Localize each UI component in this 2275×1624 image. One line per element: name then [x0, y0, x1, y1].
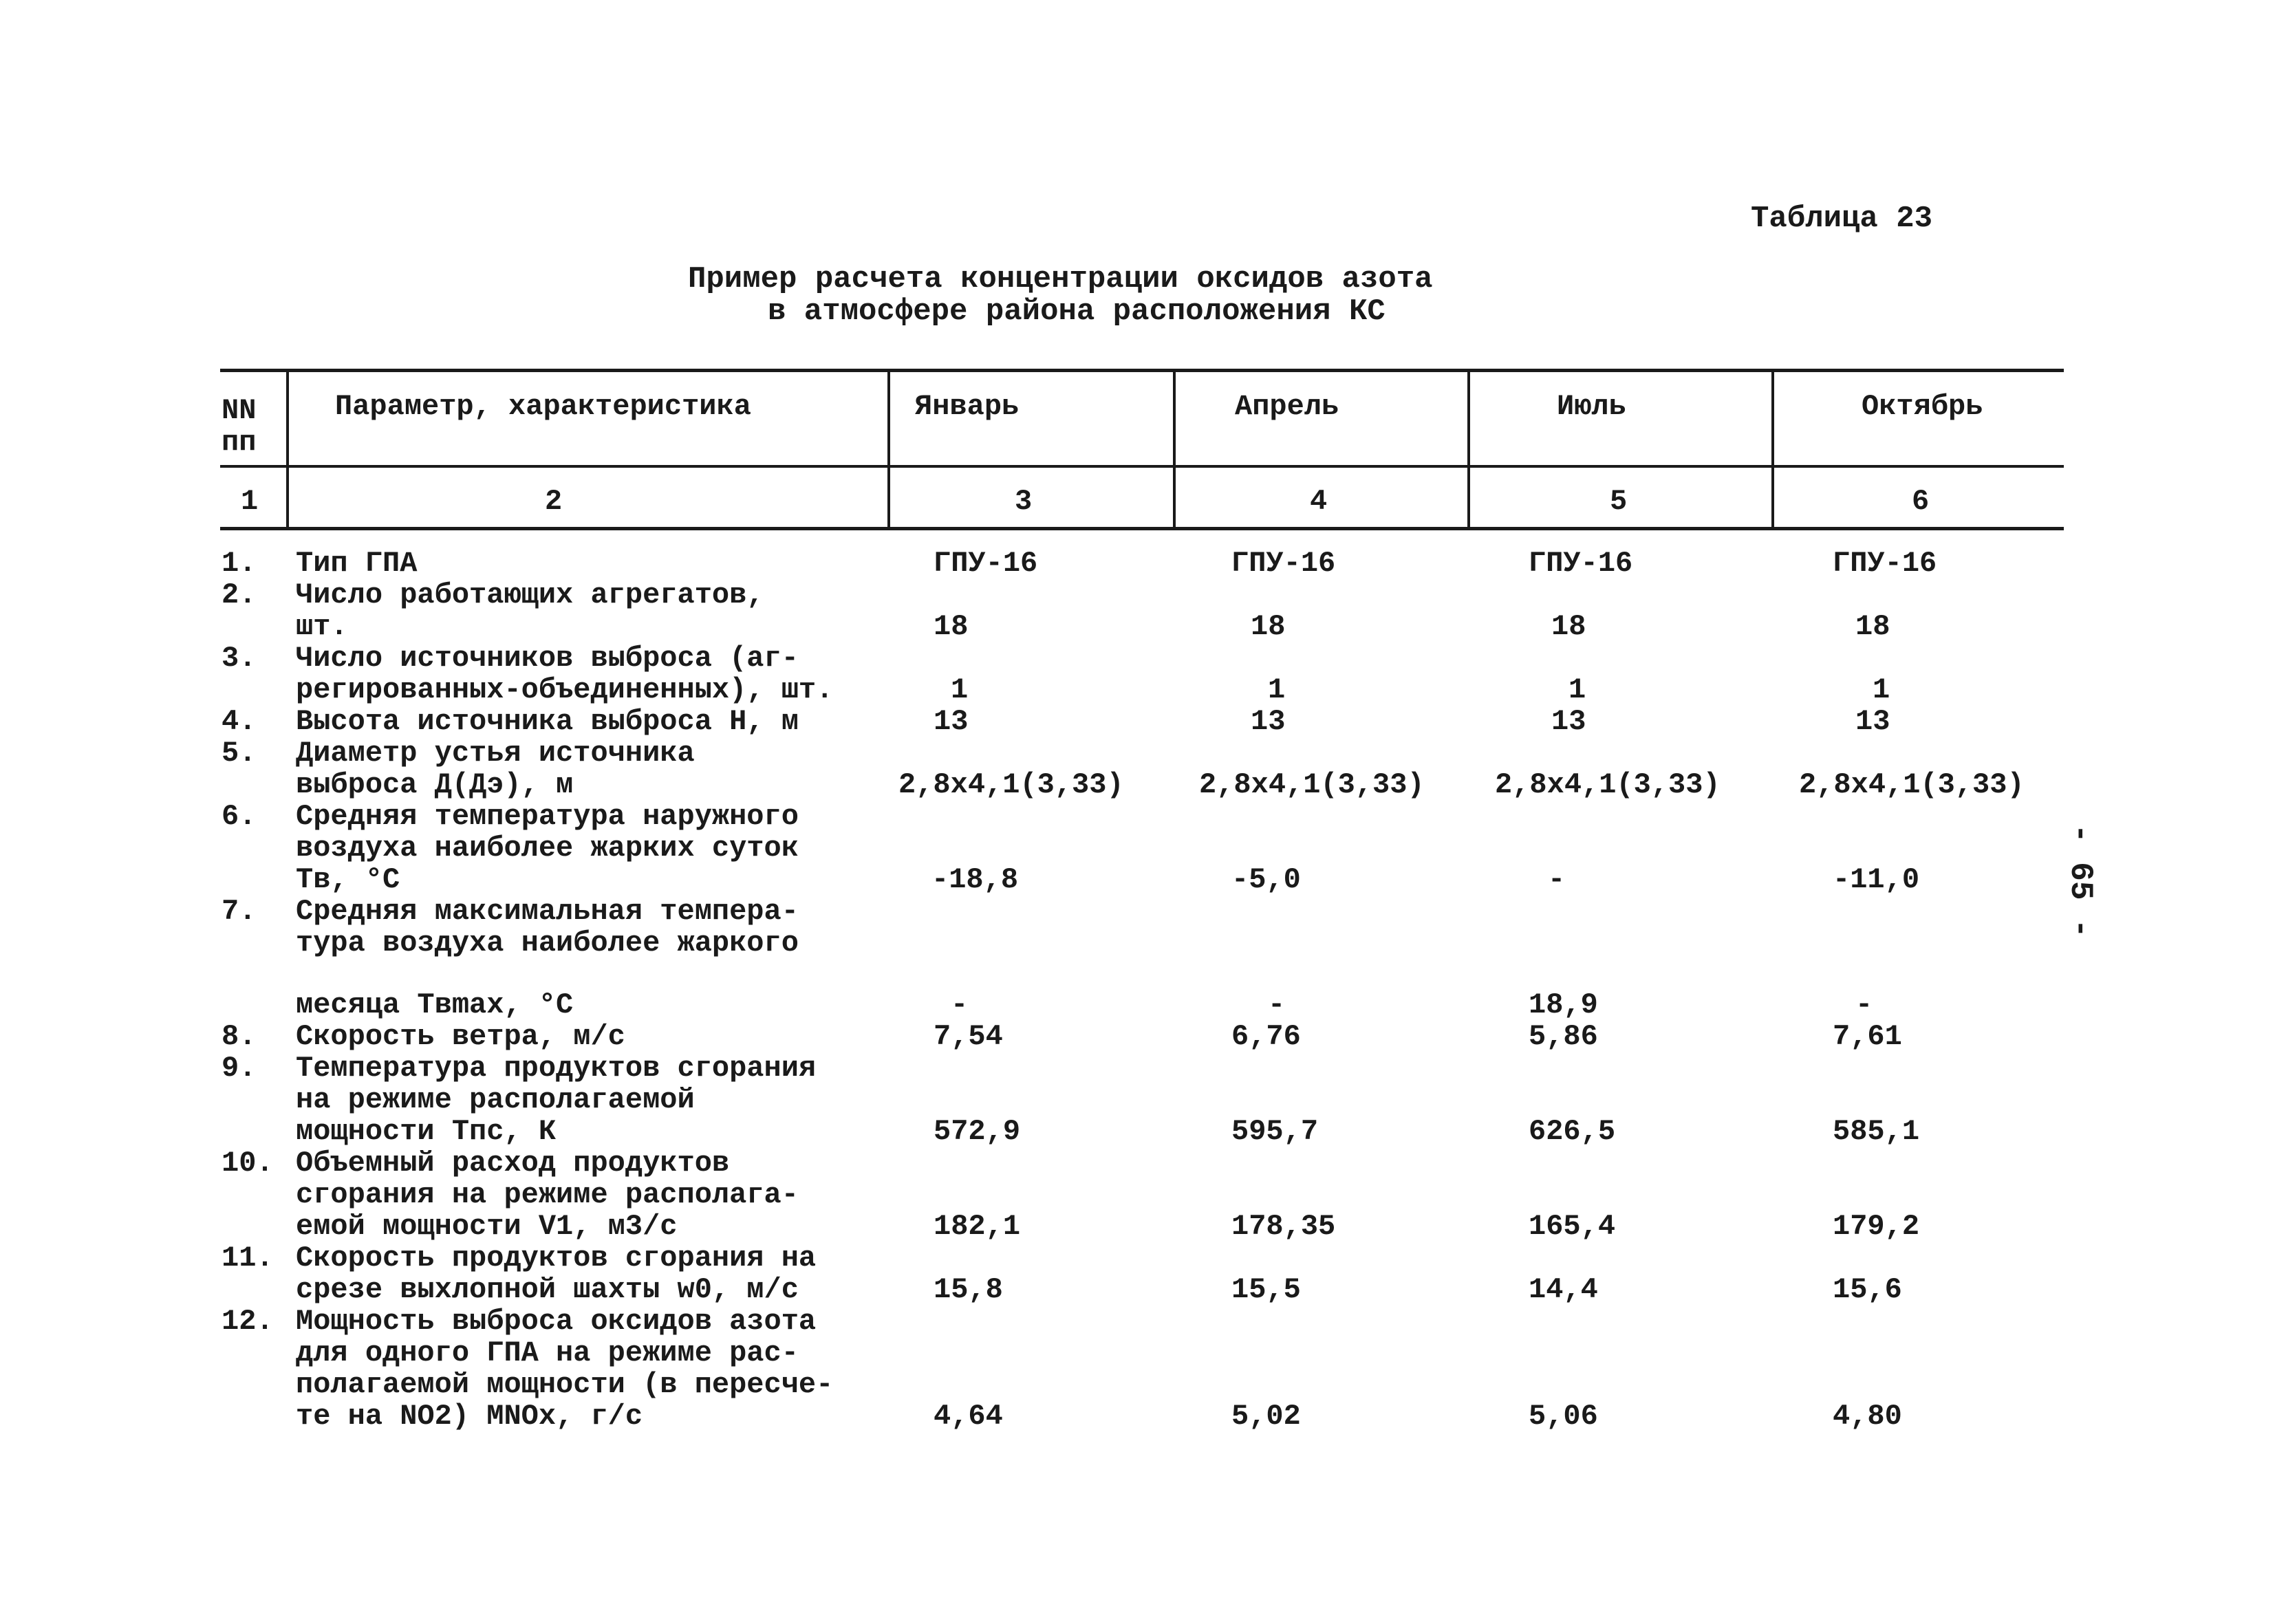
table-title-line-1: Пример расчета концентрации оксидов азота: [688, 262, 1433, 296]
row-parameter: мощности Тпс, К: [296, 1115, 557, 1148]
cell-jul: 14,4: [1529, 1273, 1598, 1306]
cell-apr: 6,76: [1231, 1020, 1301, 1053]
cell-jul: 626,5: [1529, 1115, 1616, 1148]
column-divider: [1467, 371, 1470, 530]
row-parameter: Высота источника выброса Н, м: [296, 705, 799, 738]
column-number: 3: [1015, 485, 1033, 518]
cell-apr: -: [1268, 988, 1286, 1021]
row-parameter: Объемный расход продуктов: [296, 1147, 730, 1180]
table-top-rule: [220, 369, 2064, 372]
row-parameter: Тип ГПА: [296, 547, 418, 580]
cell-apr: 13: [1251, 705, 1286, 738]
column-number: 6: [1912, 485, 1930, 518]
column-number: 4: [1310, 485, 1328, 518]
cell-oct: -11,0: [1833, 863, 1920, 896]
column-divider: [286, 371, 289, 530]
cell-jan: 15,8: [934, 1273, 1003, 1306]
cell-oct: 15,6: [1833, 1273, 1902, 1306]
cell-apr: 1: [1268, 673, 1286, 706]
cell-apr: 595,7: [1231, 1115, 1319, 1148]
column-number-rule: [220, 527, 2064, 530]
cell-jan: -: [951, 988, 969, 1021]
cell-oct: ГПУ-16: [1833, 547, 1937, 580]
cell-oct: 179,2: [1833, 1210, 1920, 1243]
cell-jan: 2,8х4,1(3,33): [898, 768, 1124, 801]
cell-jan: 4,64: [934, 1400, 1003, 1433]
cell-jan: 7,54: [934, 1020, 1003, 1053]
cell-oct: -: [1855, 988, 1873, 1021]
row-parameter: Температура продуктов сгорания: [296, 1052, 817, 1085]
cell-apr: 2,8х4,1(3,33): [1199, 768, 1425, 801]
cell-apr: 178,35: [1231, 1210, 1336, 1243]
cell-apr: 5,02: [1231, 1400, 1301, 1433]
table-caption: Таблица 23: [1751, 202, 1933, 236]
header-month-oct: Октябрь: [1862, 390, 1983, 423]
row-number: 6.: [222, 800, 257, 833]
row-parameter: Средняя максимальная темпера-: [296, 895, 799, 928]
row-number: 4.: [222, 705, 257, 738]
row-parameter: Скорость продуктов сгорания на: [296, 1242, 817, 1275]
header-nn-sub: пп: [222, 426, 257, 459]
cell-apr: -5,0: [1231, 863, 1301, 896]
cell-jul: ГПУ-16: [1529, 547, 1633, 580]
cell-jan: 13: [934, 705, 969, 738]
cell-jul: 18,9: [1529, 988, 1598, 1021]
row-number: 8.: [222, 1020, 257, 1053]
row-parameter: месяца Твmax, °С: [296, 988, 574, 1021]
column-divider: [1173, 371, 1176, 530]
row-number: 1.: [222, 547, 257, 580]
cell-jan: -18,8: [931, 863, 1019, 896]
row-parameter: Число работающих агрегатов,: [296, 578, 764, 611]
cell-jul: 165,4: [1529, 1210, 1616, 1243]
cell-oct: 4,80: [1833, 1400, 1902, 1433]
header-month-jan: Январь: [915, 390, 1020, 423]
row-parameter: Число источников выброса (аг-: [296, 642, 799, 675]
header-month-jul: Июль: [1557, 390, 1626, 423]
row-number: 11.: [222, 1242, 274, 1275]
row-parameter: шт.: [296, 610, 348, 643]
table-title-line-2: в атмосфере района расположения КС: [768, 294, 1386, 329]
header-parameter: Параметр, характеристика: [335, 390, 751, 423]
row-number: 5.: [222, 737, 257, 770]
row-parameter: Средняя температура наружного: [296, 800, 799, 833]
cell-oct: 1: [1873, 673, 1890, 706]
cell-jul: 5,06: [1529, 1400, 1598, 1433]
cell-apr: 18: [1251, 610, 1286, 643]
cell-jan: 1: [951, 673, 969, 706]
cell-jul: 2,8х4,1(3,33): [1495, 768, 1721, 801]
row-number: 3.: [222, 642, 257, 675]
row-parameter: полагаемой мощности (в пересче-: [296, 1368, 834, 1401]
page-number: - 65 -: [2062, 824, 2098, 938]
row-number: 2.: [222, 578, 257, 611]
row-parameter: емой мощности V1, м3/с: [296, 1210, 678, 1243]
row-number: 12.: [222, 1305, 274, 1338]
row-number: 7.: [222, 895, 257, 928]
cell-jul: 18: [1551, 610, 1586, 643]
column-number: 2: [545, 485, 563, 518]
column-divider: [887, 371, 890, 530]
row-parameter: на режиме располагаемой: [296, 1083, 695, 1116]
row-parameter: Тв, °С: [296, 863, 400, 896]
cell-jan: 572,9: [934, 1115, 1021, 1148]
cell-jul: 1: [1568, 673, 1586, 706]
row-parameter: Скорость ветра, м/с: [296, 1020, 625, 1053]
cell-oct: 13: [1855, 705, 1890, 738]
cell-oct: 2,8х4,1(3,33): [1799, 768, 2025, 801]
row-number: 9.: [222, 1052, 257, 1085]
row-parameter: регированных-объединенных), шт.: [296, 673, 834, 706]
cell-jan: 18: [934, 610, 969, 643]
header-rule: [220, 465, 2064, 468]
cell-apr: ГПУ-16: [1231, 547, 1336, 580]
row-parameter: те на NO2) MNOx, г/с: [296, 1400, 643, 1433]
row-parameter: сгорания на режиме располага-: [296, 1178, 799, 1211]
row-parameter: тура воздуха наиболее жаркого: [296, 927, 799, 960]
cell-oct: 585,1: [1833, 1115, 1920, 1148]
header-nn: NN: [222, 394, 257, 427]
column-divider: [1771, 371, 1774, 530]
cell-jul: -: [1548, 863, 1566, 896]
row-number: 10.: [222, 1147, 274, 1180]
cell-jan: ГПУ-16: [934, 547, 1038, 580]
column-number: 5: [1610, 485, 1628, 518]
cell-oct: 18: [1855, 610, 1890, 643]
cell-jul: 13: [1551, 705, 1586, 738]
row-parameter: срезе выхлопной шахты w0, м/с: [296, 1273, 799, 1306]
row-parameter: Мощность выброса оксидов азота: [296, 1305, 817, 1338]
column-number: 1: [241, 485, 259, 518]
cell-jul: 5,86: [1529, 1020, 1598, 1053]
row-parameter: Диаметр устья источника: [296, 737, 695, 770]
header-month-apr: Апрель: [1235, 390, 1339, 423]
cell-apr: 15,5: [1231, 1273, 1301, 1306]
cell-jan: 182,1: [934, 1210, 1021, 1243]
row-parameter: выброса Д(Дэ), м: [296, 768, 574, 801]
cell-oct: 7,61: [1833, 1020, 1902, 1053]
row-parameter: для одного ГПА на режиме рас-: [296, 1336, 799, 1369]
row-parameter: воздуха наиболее жарких суток: [296, 832, 799, 865]
